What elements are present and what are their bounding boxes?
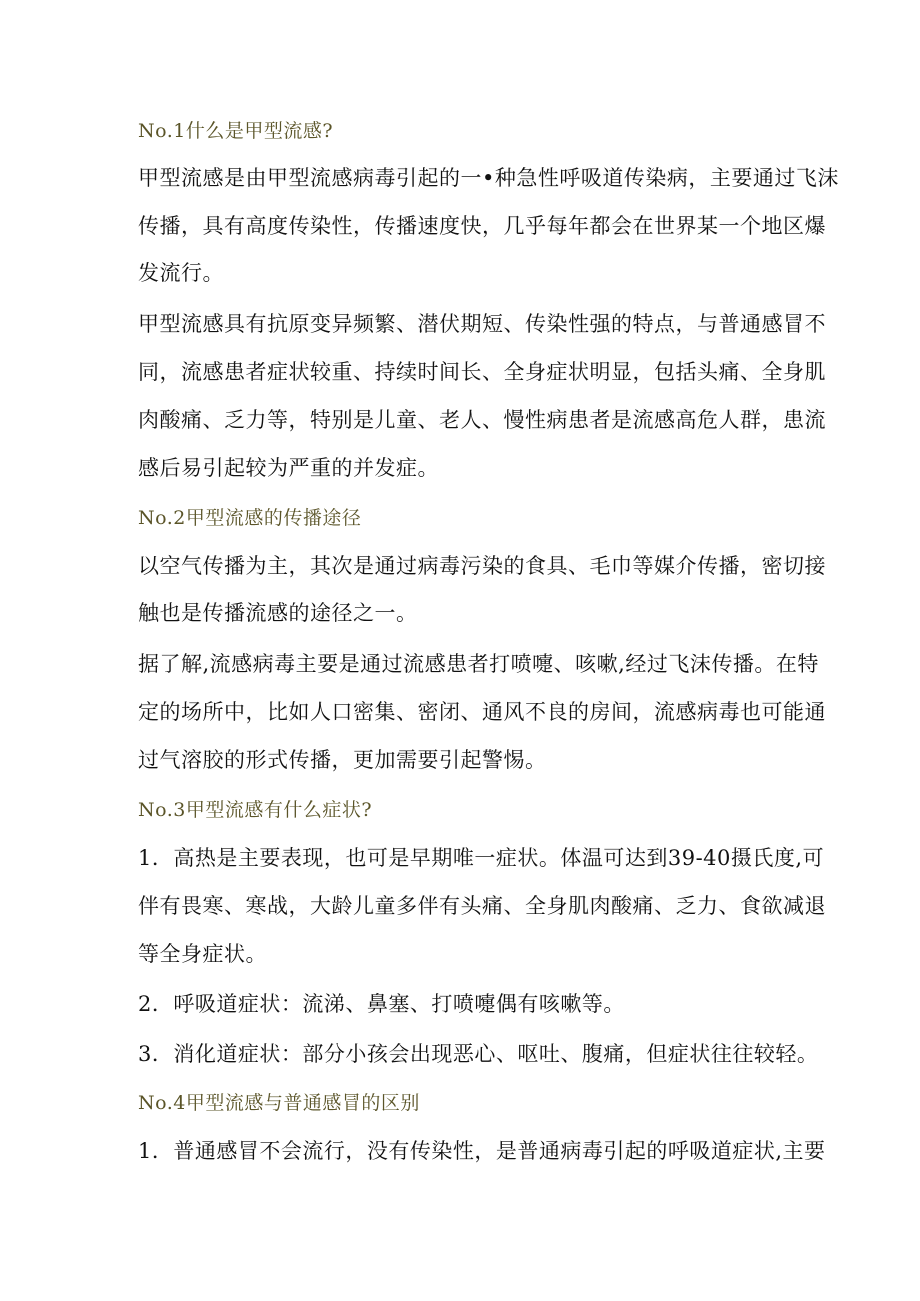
section-1-heading: No.1什么是甲型流感? xyxy=(138,120,334,142)
section-3-line-3: 等全身症状。 xyxy=(138,942,267,966)
section-2-line-2: 触也是传播流感的途径之一。 xyxy=(138,601,418,625)
section-3-line-1: 1．高热是主要表现，也可是早期唯一症状。体温可达到39-40摄氏度,可 xyxy=(138,846,825,870)
section-2-line-5: 过气溶胶的形式传播，更加需要引起警惕。 xyxy=(138,748,547,772)
section-1-line-3: 发流行。 xyxy=(138,261,224,285)
section-2-line-3: 据了解,流感病毒主要是通过流感患者打喷嚏、咳嗽,经过飞沫传播。在特 xyxy=(138,652,819,676)
section-2-line-1: 以空气传播为主，其次是通过病毒污染的食具、毛巾等媒介传播，密切接 xyxy=(138,554,826,578)
section-2-heading: No.2甲型流感的传播途径 xyxy=(138,507,362,529)
section-1-line-4: 甲型流感具有抗原变异频繁、潜伏期短、传染性强的特点，与普通感冒不 xyxy=(138,312,826,336)
section-3-line-4: 2．呼吸道症状：流涕、鼻塞、打喷嚏偶有咳嗽等。 xyxy=(138,992,625,1016)
section-1-line-7: 感后易引起较为严重的并发症。 xyxy=(138,456,439,480)
section-1-line-6: 肉酸痛、乏力等，特别是儿童、老人、慢性病患者是流感高危人群，患流 xyxy=(138,408,826,432)
section-4-line-1: 1．普通感冒不会流行，没有传染性，是普通病毒引起的呼吸道症状,主要 xyxy=(138,1139,826,1163)
section-3-line-2: 伴有畏寒、寒战，大龄儿童多伴有头痛、全身肌肉酸痛、乏力、食欲减退 xyxy=(138,894,826,918)
section-1-line-5: 同，流感患者症状较重、持续时间长、全身症状明显，包括头痛、全身肌 xyxy=(138,360,826,384)
section-3-line-5: 3．消化道症状：部分小孩会出现恶心、呕吐、腹痛，但症状往往较轻。 xyxy=(138,1042,819,1066)
section-1-line-2: 传播，具有高度传染性，传播速度快，几乎每年都会在世界某一个地区爆 xyxy=(138,214,826,238)
section-2-line-4: 定的场所中，比如人口密集、密闭、通风不良的房间，流感病毒也可能通 xyxy=(138,700,826,724)
section-1-line-1: 甲型流感是由甲型流感病毒引起的一•种急性呼吸道传染病，主要通过飞沫 xyxy=(138,166,839,190)
section-3-heading: No.3甲型流感有什么症状? xyxy=(138,799,373,821)
section-4-heading: No.4甲型流感与普通感冒的区别 xyxy=(138,1092,420,1114)
